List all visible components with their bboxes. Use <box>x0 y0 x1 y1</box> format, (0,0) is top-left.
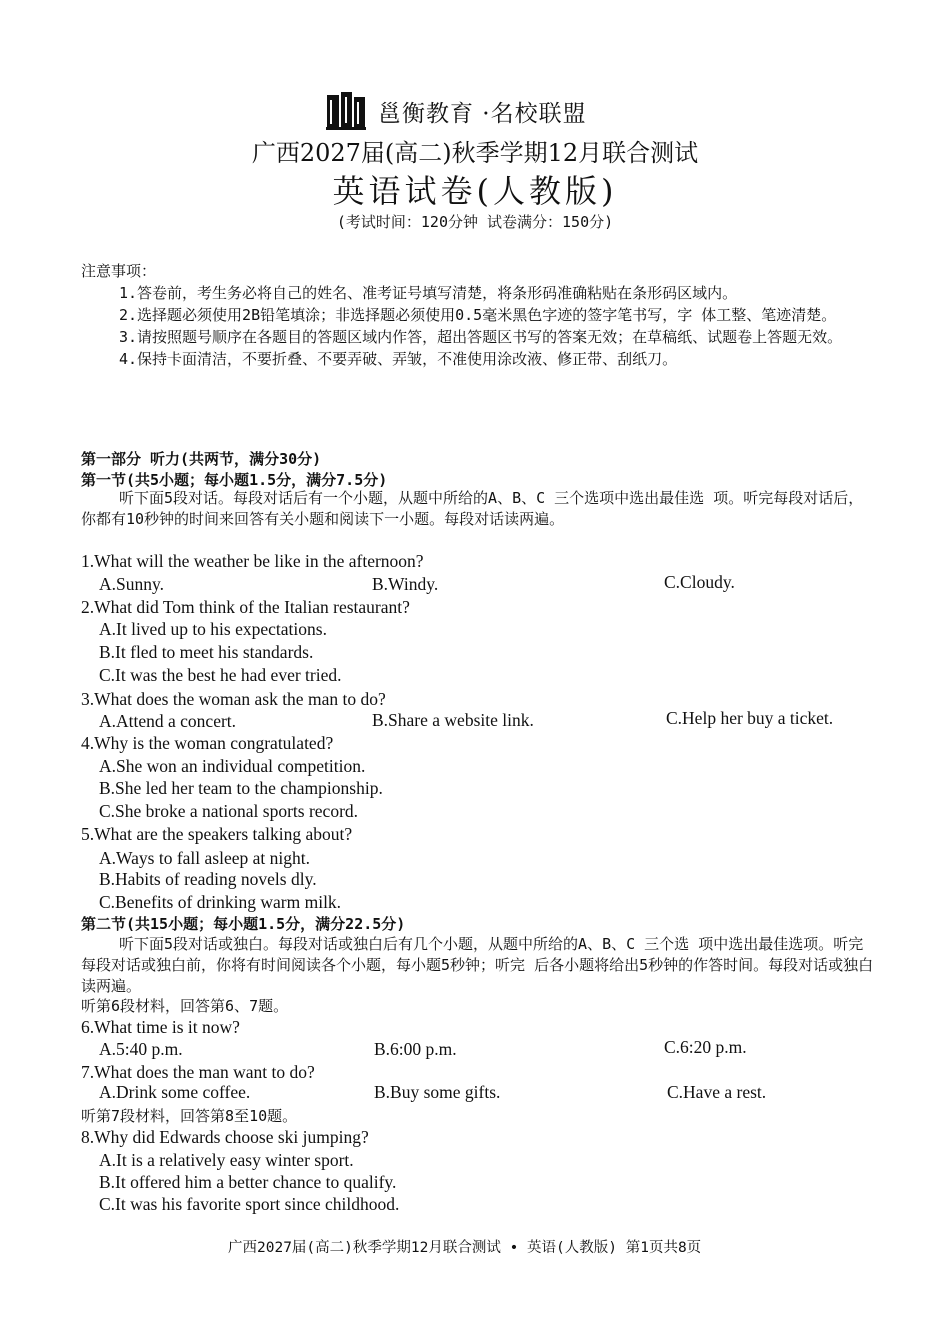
q7-option-a: A.Drink some coffee. <box>99 1082 251 1102</box>
section1-title: 第一节(共5小题；每小题1.5分，满分7.5分) <box>81 471 388 489</box>
q6-stem: 6.What time is it now? <box>81 1017 240 1037</box>
note-item: 1.答卷前，考生务必将自己的姓名、准考证号填写清楚，将条形码准确粘贴在条形码区域内。 <box>119 284 738 302</box>
notes-title: 注意事项： <box>81 262 157 280</box>
q6-option-b: B.6:00 p.m. <box>374 1039 457 1059</box>
q7-option-c: C.Have a rest. <box>667 1082 767 1102</box>
q4-option-c: C.She broke a national sports record. <box>99 801 359 821</box>
section2-title: 第二节(共15小题；每小题1.5分，满分22.5分) <box>81 915 406 933</box>
section2-instructions <box>81 934 877 997</box>
part1-title: 第一部分 听力(共两节，满分30分) <box>81 450 322 468</box>
q4-stem: 4.Why is the woman congratulated? <box>81 733 334 753</box>
note-item: 3.请按照题号顺序在各题目的答题区域内作答，超出答题区书写的答案无效；在草稿纸、试题卷上答题无效。 <box>119 328 843 346</box>
q5-option-b: B.Habits of reading novels dly. <box>99 869 317 889</box>
notes-block <box>81 260 873 370</box>
q2-option-c: C.It was the best he had ever tried. <box>99 665 342 685</box>
q1-option-b: B.Windy. <box>372 574 439 594</box>
q8-option-b: B.It offered him a better chance to qualify. <box>99 1172 397 1192</box>
q5-option-c: C.Benefits of drinking warm milk. <box>99 892 342 912</box>
exam-title: 广西2027届(高二)秋季学期12月联合测试 <box>251 139 699 167</box>
q8-stem: 8.Why did Edwards choose ski jumping? <box>81 1127 369 1147</box>
q4-option-a: A.She won an individual competition. <box>99 756 366 776</box>
q6-option-c: C.6:20 p.m. <box>664 1037 747 1057</box>
section1-instructions-text: 听下面5段对话。每段对话后有一个小题，从题中所给的A、B、C 三个选项中选出最佳选 项。听完每段对话后，你都有10秒钟的时间来回答有关小题和阅读下一小题。每段对话读两遍。 <box>81 489 864 528</box>
q2-option-b: B.It fled to meet his standards. <box>99 642 314 662</box>
org-name: 邕衡教育 ·名校联盟 <box>378 100 587 127</box>
exam-time-info: (考试时间：120分钟 试卷满分：150分) <box>336 213 614 231</box>
q1-option-c: C.Cloudy. <box>664 572 735 592</box>
q7-stem: 7.What does the man want to do? <box>81 1062 315 1082</box>
q3-option-c: C.Help her buy a ticket. <box>666 708 834 728</box>
q6-option-a: A.5:40 p.m. <box>99 1039 183 1059</box>
book-logo-icon <box>326 92 366 130</box>
material7-label: 听第7段材料，回答第8至10题。 <box>81 1107 298 1125</box>
subject-title: 英语试卷(人教版) <box>332 172 618 210</box>
q2-stem: 2.What did Tom think of the Italian restaurant? <box>81 597 410 617</box>
q8-option-c: C.It was his favorite sport since childhood. <box>99 1194 400 1214</box>
q5-option-a: A.Ways to fall asleep at night. <box>99 848 310 868</box>
q7-option-b: B.Buy some gifts. <box>374 1082 501 1102</box>
note-item: 2.选择题必须使用2B铅笔填涂；非选择题必须使用0.5毫米黑色字迹的签字笔书写，字 体工整、笔迹清楚。 <box>119 306 837 324</box>
header-logo-row <box>326 92 587 130</box>
q1-option-a: A.Sunny. <box>99 574 164 594</box>
section1-instructions <box>81 488 877 530</box>
q2-option-a: A.It lived up to his expectations. <box>99 619 327 639</box>
q3-stem: 3.What does the woman ask the man to do? <box>81 689 386 709</box>
material6-label: 听第6段材料，回答第6、7题。 <box>81 997 289 1015</box>
q8-option-a: A.It is a relatively easy winter sport. <box>99 1150 354 1170</box>
page-footer: 广西2027届(高二)秋季学期12月联合测试 • 英语(人教版) 第1页共8页 <box>228 1240 702 1256</box>
q3-option-a: A.Attend a concert. <box>99 711 237 731</box>
q1-stem: 1.What will the weather be like in the afternoon? <box>81 551 424 571</box>
q3-option-b: B.Share a website link. <box>372 710 534 730</box>
section2-instructions-text: 听下面5段对话或独白。每段对话或独白后有几个小题，从题中所给的A、B、C 三个选 项中选出最佳选项。听完每段对话或独白前，你将有时间阅读各个小题，每小题5秒钟；听完 后各小题将给出5秒钟的作答时间。每段对话或独白读两遍。 <box>81 935 874 995</box>
q5-stem: 5.What are the speakers talking about? <box>81 824 353 844</box>
note-item: 4.保持卡面清洁，不要折叠、不要弄破、弄皱，不准使用涂改液、修正带、刮纸刀。 <box>119 350 678 368</box>
q4-option-b: B.She led her team to the championship. <box>99 778 383 798</box>
